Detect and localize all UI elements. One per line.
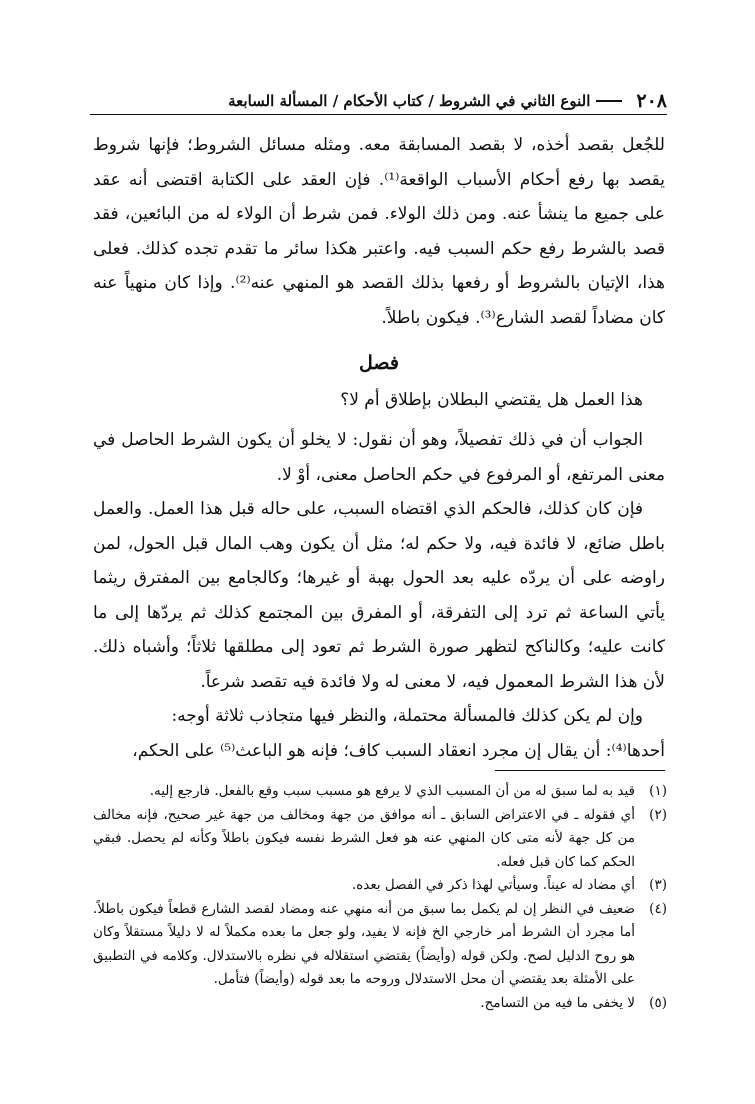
footnote-number: (٥) bbox=[649, 994, 667, 1011]
running-title: النوع الثاني في الشروط / كتاب الأحكام / المسألة السابعة bbox=[228, 92, 591, 110]
header-dash bbox=[596, 100, 622, 102]
paragraph-answer: الجواب أن في ذلك تفصيلاً، وهو أن نقول: لا يخلو أن يكون الشرط الحاصل في معنى المرتفع، أو المرفوع في حكم الحاصل معنى، أوْ لا. bbox=[93, 430, 665, 485]
page-number: ٢٠٨ bbox=[636, 90, 667, 112]
paragraph-first-view: أحدها⁽⁴⁾: أن يقال إن مجرد انعقاد السبب كاف؛ فإنه هو الباعث⁽⁵⁾ على الحكم، bbox=[132, 740, 665, 761]
paragraph-1: للجُعل بقصد أخذه، لا بقصد المسابقة معه. ومثله مسائل الشروط؛ فإنها شروط يقصد بها رفع أحكام الأسباب الواقعة⁽¹⁾. فإن العقد على الكتابة اقتضى أنه عقد على جميع ما ينشأ عنه. ومن ذلك الولاء. فمن شرط أن الولاء له من البائعين، فقد قصد بالشرط رفع حكم السبب فيه. واعتبر هكذا سائر ما تقدم تجده كذلك. فعلى هذا، الإتيان بالشروط أو رفعها بذلك القصد هو المنهي عنه⁽²⁾. وإذا كان منهياً عنه كان مضاداً لقصد الشارع⁽³⁾. فيكون باطلاً. bbox=[93, 135, 665, 328]
footnote-number: (١) bbox=[649, 783, 667, 799]
running-header bbox=[90, 88, 667, 114]
section-question: هذا العمل هل يقتضي البطلان بإطلاق أم لا؟ bbox=[340, 390, 643, 410]
footnote bbox=[93, 804, 667, 875]
footnote-text: لا يخفى ما فيه من التسامح. bbox=[480, 994, 635, 1011]
footnotes bbox=[93, 780, 667, 1015]
header-rule bbox=[90, 114, 667, 115]
footnote-number: (٤) bbox=[649, 900, 667, 917]
main-text bbox=[93, 128, 665, 768]
footnote-text: أي فقوله ـ في الاعتراض السابق ـ أنه موافق من جهة ومخالف من جهة غير صحيح، فإنه مخالف من كل جهة لأنه متى كان المنهي عنه هو فعل الشرط نفسه فيكون باطلاً وكأنه لم يحصل. فبقي الحكم كما كان قبل فعله. bbox=[93, 806, 635, 870]
footnote bbox=[93, 874, 667, 898]
footnote-number: (٣) bbox=[649, 877, 667, 893]
paragraph-case-2: وإن لم يكن كذلك فالمسألة محتملة، والنظر فيها متجاذب ثلاثة أوجه: bbox=[171, 706, 643, 726]
footnote-number: (٢) bbox=[649, 806, 667, 823]
paragraph-case-1: فإن كان كذلك، فالحكم الذي اقتضاه السبب، على حاله قبل هذا العمل. والعمل باطل ضائع، لا فائدة فيه، ولا حكم له؛ مثل أن يكون وهب المال قبل الحول، لمن راوضه على أن يردّه عليه بعد الحول بهبة أو غيرها؛ وكالجامع بين المفترق ريثما يأتي الساعة ثم ترد إلى التفرقة، أو المفرق بين المجتمع كذلك ثم يردّها إلى ما كانت عليه؛ وكالناكح لتظهر صورة الشرط ثم تعود إلى مطلقها ثلاثاً؛ وأشباه ذلك. لأن هذا الشرط المعمول فيه، لا معنى له ولا فائدة فيه تقصد شرعاً. bbox=[93, 499, 665, 692]
footnote-text: قيد به لما سبق له من أن المسبب الذي لا يرفع هو مسبب سبب وقع بالفعل. فارجع إليه. bbox=[149, 783, 635, 799]
footnote bbox=[93, 780, 667, 804]
footnote bbox=[93, 898, 667, 992]
footnote-rule bbox=[495, 770, 665, 771]
footnote-text: أي مضاد له عيناً. وسيأتي لهذا ذكر في الفصل بعده. bbox=[351, 877, 635, 893]
footnote bbox=[93, 992, 667, 1016]
section-heading: فصل bbox=[359, 352, 399, 374]
footnote-text: ضعيف في النظر إن لم يكمل بما سبق من أنه منهي عنه ومضاد لقصد الشارع قطعاً فيكون باطلاً. أما مجرد أن الشرط أمر خارجي الخ فإنه لا يفيد، ولو جعل ما بعده مكملاً له لا دليلاً مستقلاً وكان هو روح الدليل لصح. ولكن قوله (وأيضاً) يقتضي استقلاله في نظره بالاستدلال. وكلامه في التطبيق على الأمثلة بعد يقتضي أن محل الاستدلال وروحه ما بعد قوله (وأيضاً) فتأمل. bbox=[93, 900, 635, 987]
